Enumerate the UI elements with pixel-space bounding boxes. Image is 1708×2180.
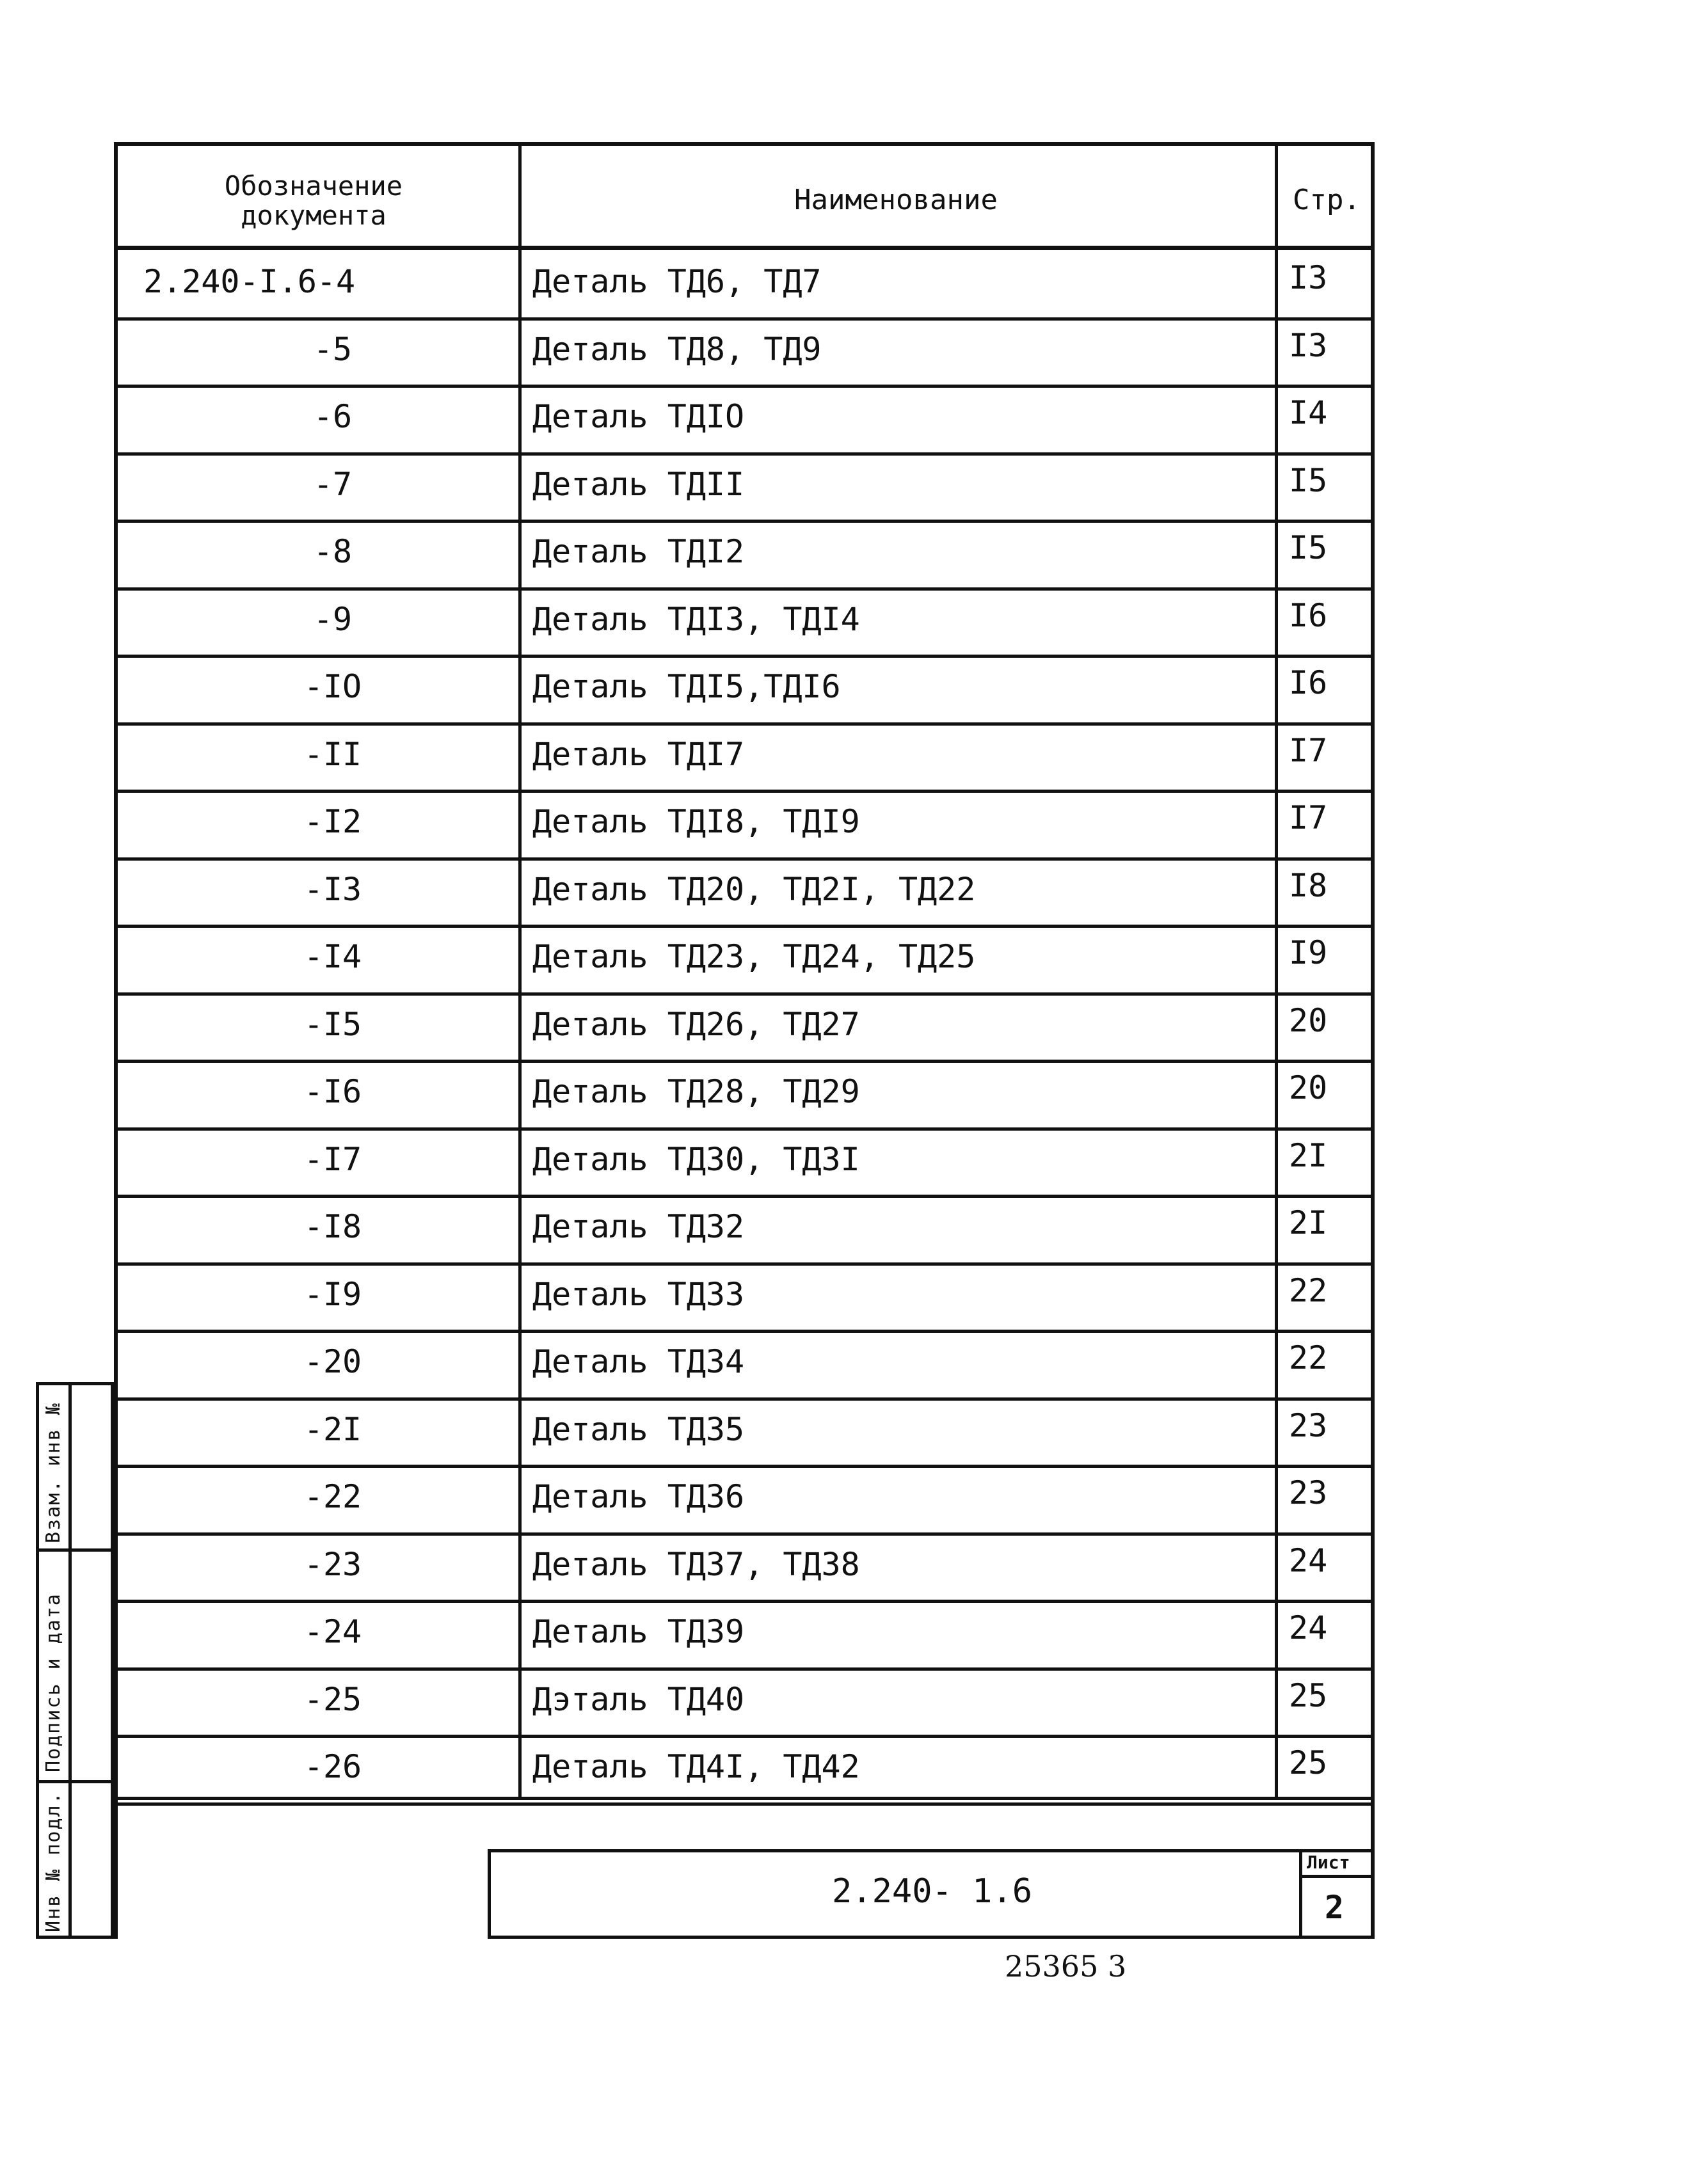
title-block-doc-code: 2.240- 1.6 <box>832 1872 1033 1911</box>
row-name: Деталь ТДI5,ТДI6 <box>532 668 841 705</box>
row-designation: -I8 <box>303 1208 362 1245</box>
row-divider <box>114 1465 1375 1468</box>
row-name: Деталь ТДI2 <box>532 533 745 570</box>
row-name: Деталь ТД26, ТД27 <box>532 1005 860 1043</box>
row-name: Деталь ТДI7 <box>532 735 745 773</box>
row-designation: -I4 <box>303 938 362 975</box>
stamp-label-signature: Подпись и дата <box>42 1593 65 1772</box>
row-designation: -24 <box>303 1613 362 1650</box>
row-divider <box>114 452 1375 456</box>
row-designation: -I9 <box>303 1275 362 1313</box>
header-page: Стр. <box>1293 184 1361 216</box>
row-designation: -II <box>303 735 362 773</box>
row-divider <box>114 385 1375 388</box>
row-page: 24 <box>1289 1541 1328 1579</box>
row-designation: -I7 <box>303 1140 362 1178</box>
stamp-divider <box>36 1548 114 1552</box>
row-divider <box>114 1667 1375 1671</box>
row-divider <box>114 1802 1375 1806</box>
row-name: Деталь ТД36 <box>532 1478 745 1515</box>
row-divider <box>114 992 1375 996</box>
row-name: Деталь ТД32 <box>532 1208 745 1245</box>
row-designation: -2I <box>303 1410 362 1448</box>
row-page: 25 <box>1289 1744 1328 1781</box>
row-page: 20 <box>1289 1069 1328 1106</box>
row-name: Деталь ТД23, ТД24, ТД25 <box>532 938 976 975</box>
row-page: I6 <box>1289 664 1328 701</box>
row-page: I5 <box>1289 461 1328 499</box>
row-page: 23 <box>1289 1474 1328 1511</box>
header-divider <box>114 246 1375 250</box>
table-bottom-line <box>114 1797 1375 1800</box>
stamp-divider <box>36 1780 114 1783</box>
row-designation: -I3 <box>303 870 362 908</box>
row-name: Деталь ТД33 <box>532 1275 745 1313</box>
row-name: Деталь ТД4I, ТД42 <box>532 1748 860 1785</box>
row-page: I6 <box>1289 596 1328 634</box>
row-page: I9 <box>1289 934 1328 971</box>
row-page: I3 <box>1289 259 1328 296</box>
header-designation: Обозначение документа <box>224 170 403 231</box>
row-page: I7 <box>1289 731 1328 769</box>
row-designation: -25 <box>303 1680 362 1718</box>
row-divider <box>114 925 1375 928</box>
row-name: Деталь ТД30, ТД3I <box>532 1140 860 1178</box>
sheet-box-divider <box>1299 1875 1375 1878</box>
row-name: Деталь ТД28, ТД29 <box>532 1073 860 1110</box>
row-page: 20 <box>1289 1001 1328 1039</box>
row-name: Деталь ТД20, ТД2I, ТД22 <box>532 870 976 908</box>
row-page: 23 <box>1289 1406 1328 1444</box>
row-divider <box>114 587 1375 591</box>
row-page: I3 <box>1289 326 1328 364</box>
header-name: Наименование <box>794 184 998 216</box>
sheet-label: Лист <box>1307 1852 1350 1873</box>
row-divider <box>114 520 1375 523</box>
row-page: 22 <box>1289 1271 1328 1309</box>
row-divider <box>114 1262 1375 1266</box>
row-designation: -8 <box>313 533 353 570</box>
row-divider <box>114 1532 1375 1536</box>
column-divider <box>518 142 522 1797</box>
row-name: Деталь ТДII <box>532 465 745 503</box>
row-divider <box>114 1600 1375 1603</box>
row-divider <box>114 317 1375 321</box>
row-page: 24 <box>1289 1609 1328 1646</box>
stamp-label-replacement: Взам. инв № <box>42 1402 65 1543</box>
row-divider <box>114 1060 1375 1063</box>
row-divider <box>114 1397 1375 1401</box>
row-divider <box>114 1330 1375 1333</box>
row-page: I4 <box>1289 394 1328 431</box>
stamp-label-inventory: Инв № подл. <box>42 1791 65 1932</box>
row-designation: -26 <box>303 1748 362 1785</box>
row-divider <box>114 1735 1375 1738</box>
row-divider <box>114 1127 1375 1131</box>
column-divider <box>1275 142 1278 1797</box>
row-name: Деталь ТДI8, ТДI9 <box>532 803 860 840</box>
row-page: 25 <box>1289 1676 1328 1714</box>
row-page: I5 <box>1289 529 1328 566</box>
row-designation: 2.240-I.6-4 <box>143 263 356 300</box>
row-name: Деталь ТД39 <box>532 1613 745 1650</box>
row-name: Деталь ТД8, ТД9 <box>532 330 822 368</box>
row-designation: -6 <box>313 398 353 435</box>
row-name: Дэталь ТД40 <box>532 1680 745 1718</box>
row-name: Деталь ТДI3, ТДI4 <box>532 600 860 638</box>
row-page: 2I <box>1289 1204 1328 1241</box>
row-divider <box>114 722 1375 726</box>
row-designation: -I6 <box>303 1073 362 1110</box>
row-name: Деталь ТДIО <box>532 398 745 435</box>
row-designation: -23 <box>303 1545 362 1583</box>
row-divider <box>114 790 1375 793</box>
row-designation: -9 <box>313 600 353 638</box>
row-name: Деталь ТД37, ТД38 <box>532 1545 860 1583</box>
row-name: Деталь ТД35 <box>532 1410 745 1448</box>
row-designation: -5 <box>313 330 353 368</box>
row-divider <box>114 655 1375 658</box>
row-page: I8 <box>1289 866 1328 904</box>
row-divider <box>114 857 1375 861</box>
archive-number: 25365 3 <box>1005 1949 1127 1984</box>
row-designation: -22 <box>303 1478 362 1515</box>
row-page: I7 <box>1289 799 1328 836</box>
row-designation: -7 <box>313 465 353 503</box>
row-designation: -IO <box>303 668 362 705</box>
row-name: Деталь ТД34 <box>532 1343 745 1380</box>
row-name: Деталь ТД6, ТД7 <box>532 263 822 300</box>
row-divider <box>114 1195 1375 1198</box>
sheet-number: 2 <box>1325 1889 1345 1926</box>
row-designation: -I5 <box>303 1005 362 1043</box>
row-designation: -20 <box>303 1343 362 1380</box>
row-page: 2I <box>1289 1136 1328 1174</box>
row-page: 22 <box>1289 1339 1328 1376</box>
row-designation: -I2 <box>303 803 362 840</box>
